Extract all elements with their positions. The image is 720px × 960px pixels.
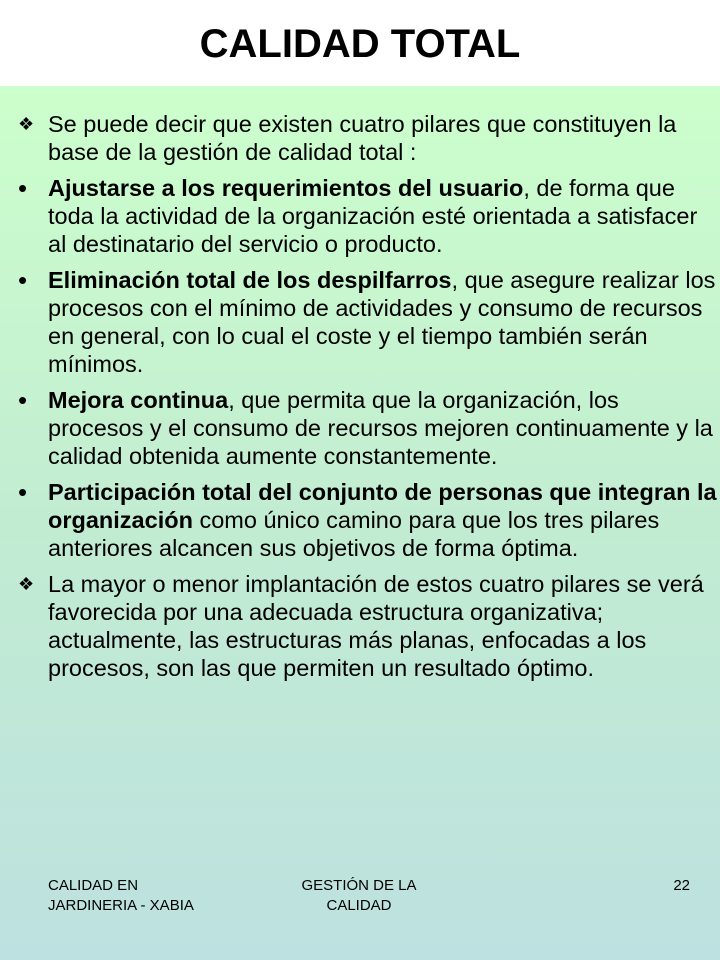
intro-paragraph [18,110,718,166]
diamond-bullet-icon: ❖ [18,574,35,594]
conclusion-paragraph [18,570,718,682]
intro-text: Se puede decir que existen cuatro pilares que constituyen la base de la gestión de calidad total : [48,111,677,165]
round-bullet-icon: • [18,385,28,415]
pillar-lead: Participación total del conjunto de personas que integran la organización [48,479,717,533]
pillar-lead: Eliminación total de los despilfarros [48,267,452,293]
round-bullet-icon: • [18,477,28,507]
pillar-text: , de forma que toda la actividad de la organización esté orientada a satisfacer al destinatario del servicio o producto. [48,175,698,257]
pillar-text: , que permita que la organización, los procesos y el consumo de recursos mejoren continuamente y la calidad obtenida aumente constantemente. [48,387,713,469]
pillar-item [18,386,718,470]
pillar-item [18,266,718,378]
round-bullet-icon: • [18,173,28,203]
pillar-text: como único camino para que los tres pilares anteriores alcancen sus objetivos de forma óptima. [48,507,660,561]
footer-topic: GESTIÓN DE LA CALIDAD [301,877,417,914]
page-number: 22 [673,877,690,894]
pillar-lead: Mejora continua [48,387,229,413]
footer-course: CALIDAD EN JARDINERIA - XABIA [48,877,194,914]
slide-content [18,110,718,690]
slide-title: CALIDAD TOTAL [199,22,521,66]
pillar-item [18,174,718,258]
pillar-item [18,478,718,562]
diamond-bullet-icon: ❖ [18,114,35,134]
slide-header [0,0,720,86]
conclusion-text: La mayor o menor implantación de estos cuatro pilares se verá favorecida por una adecuada estructura organizativa; actualmente, las estructuras más planas, enfocadas a los procesos, son las que permiten un resultado óptimo. [48,571,704,681]
pillar-text: , que asegure realizar los procesos con el mínimo de actividades y consumo de recursos en general, con lo cual el coste y el tiempo también serán mínimos. [48,267,716,377]
round-bullet-icon: • [18,265,28,295]
pillar-lead: Ajustarse a los requerimientos del usuario [48,175,524,201]
